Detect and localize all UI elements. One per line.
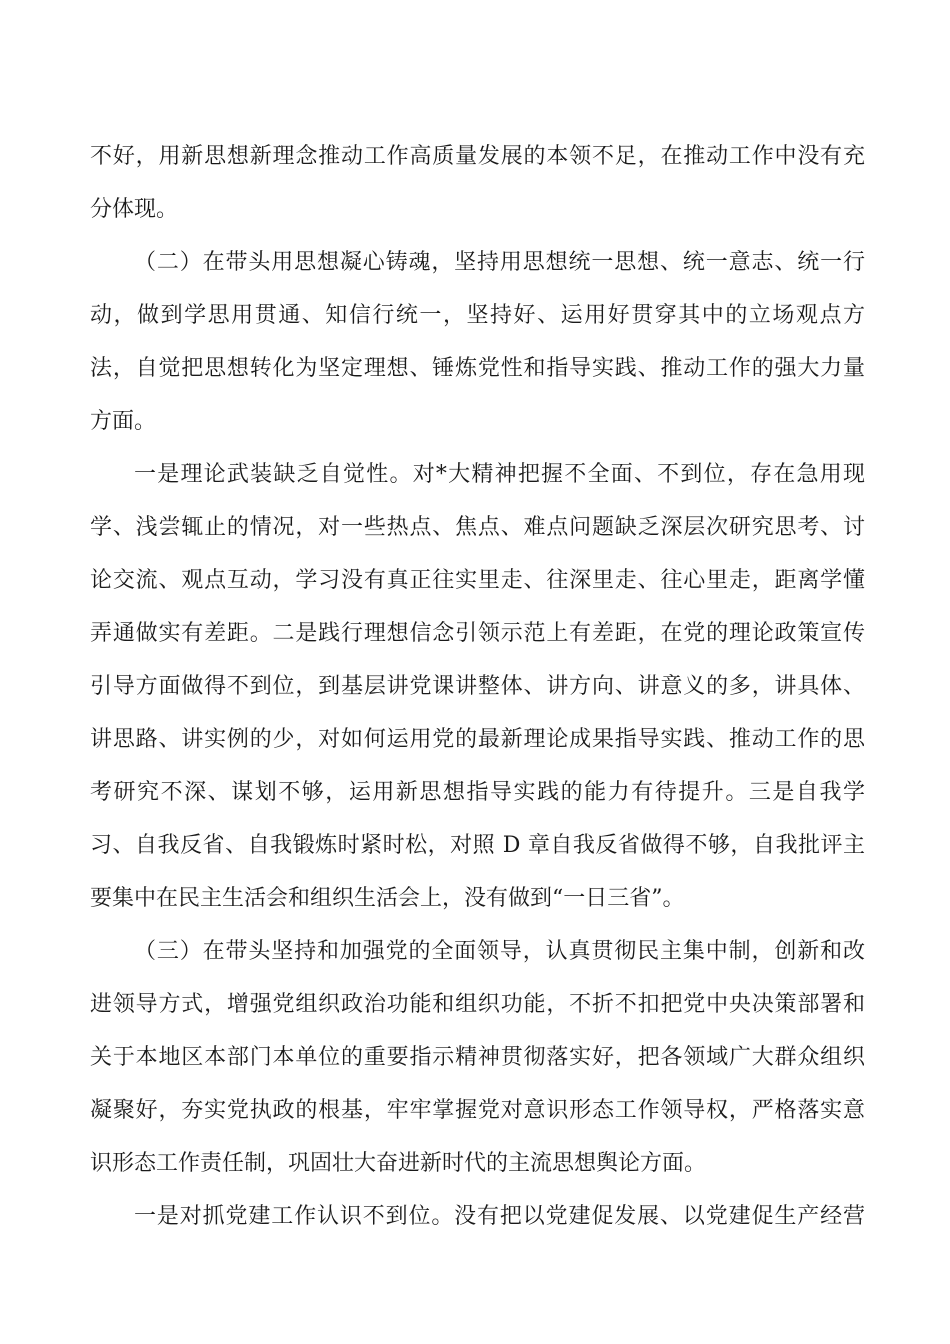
text-line: 关于本地区本部门本单位的重要指示精神贯彻落实好，把各领域广大群众组织: [90, 1045, 865, 1070]
text-line: 习、自我反省、自我锻炼时紧时松，对照 D 章自我反省做得不够，自我批评主: [90, 833, 865, 858]
text-line: 考研究不深、谋划不够，运用新思想指导实践的能力有待提升。三是自我学: [90, 780, 865, 805]
text-line: 分体现。: [90, 197, 179, 222]
section-heading-line: （三）在带头坚持和加强党的全面领导，认真贯彻民主集中制，创新和改: [134, 939, 865, 964]
section-heading-line: （二）在带头用思想凝心铸魂，坚持用思想统一思想、统一意志、统一行: [134, 250, 865, 275]
text-line: 方面。: [90, 409, 157, 434]
text-line: 进领导方式，增强党组织政治功能和组织功能，不折不扣把党中央决策部署和: [90, 992, 865, 1017]
text-line: 不好，用新思想新理念推动工作高质量发展的本领不足，在推动工作中没有充: [90, 144, 865, 169]
text-line: 法，自觉把思想转化为坚定理想、锤炼党性和指导实践、推动工作的强大力量: [90, 356, 865, 381]
text-line: 识形态工作责任制，巩固壮大奋进新时代的主流思想舆论方面。: [90, 1151, 707, 1176]
text-line: 引导方面做得不到位，到基层讲党课讲整体、讲方向、讲意义的多，讲具体、: [90, 674, 865, 699]
paragraph-first-line: 一是对抓党建工作认识不到位。没有把以党建促发展、以党建促生产经营: [134, 1204, 865, 1229]
text-line: 弄通做实有差距。二是践行理想信念引领示范上有差距，在党的理论政策宣传: [90, 621, 865, 646]
text-line: 学、浅尝辄止的情况，对一些热点、焦点、难点问题缺乏深层次研究思考、讨: [90, 515, 865, 540]
document-page: [90, 130, 865, 1243]
text-line: 动，做到学思用贯通、知信行统一，坚持好、运用好贯穿其中的立场观点方: [90, 303, 865, 328]
text-line: 凝聚好，夯实党执政的根基，牢牢掌握党对意识形态工作领导权，严格落实意: [90, 1098, 865, 1123]
text-line: 讲思路、讲实例的少，对如何运用党的最新理论成果指导实践、推动工作的思: [90, 727, 865, 752]
text-line: 论交流、观点互动，学习没有真正往实里走、往深里走、往心里走，距离学懂: [90, 568, 865, 593]
paragraph-first-line: 一是理论武装缺乏自觉性。对*大精神把握不全面、不到位，存在急用现: [134, 462, 865, 487]
text-line: 要集中在民主生活会和组织生活会上，没有做到“一日三省”。: [90, 886, 685, 911]
